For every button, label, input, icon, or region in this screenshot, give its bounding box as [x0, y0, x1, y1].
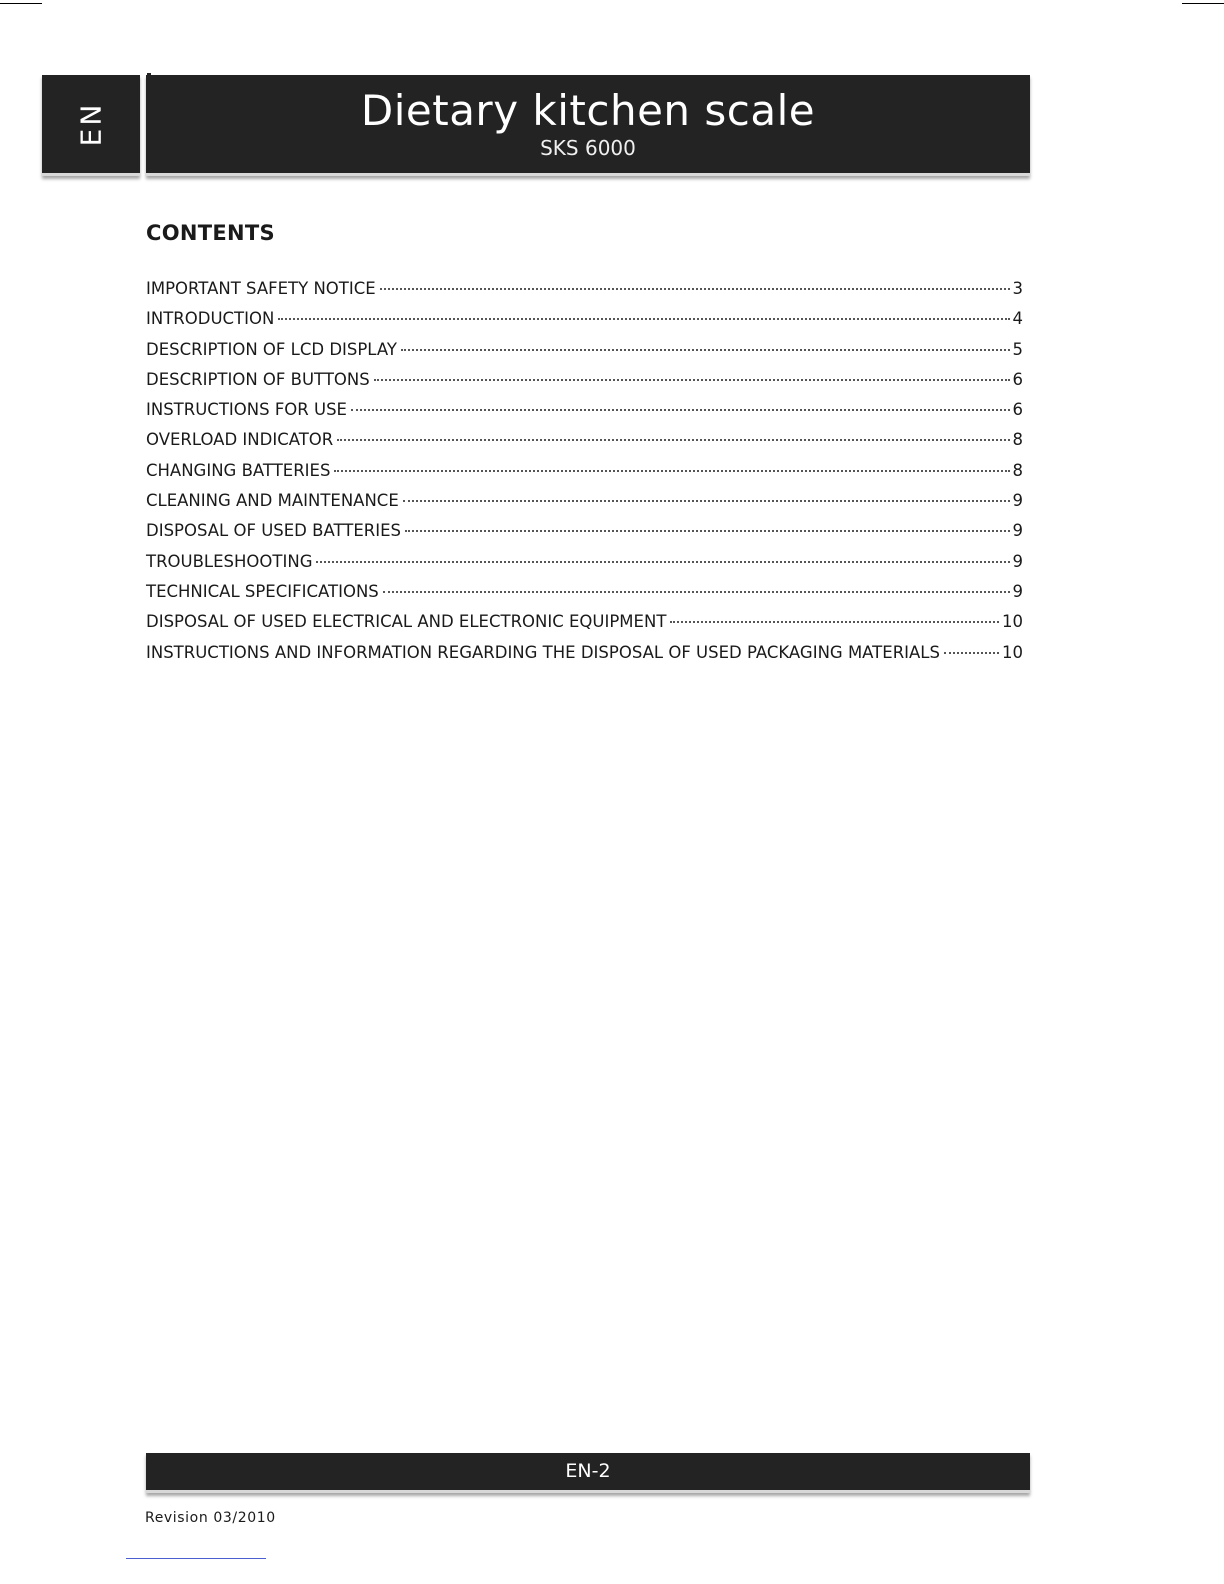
toc-entry[interactable] [146, 276, 1023, 306]
toc-entry-title: DESCRIPTION OF LCD DISPLAY [146, 339, 397, 359]
toc-entry-title: IMPORTANT SAFETY NOTICE [146, 279, 376, 298]
toc-entry[interactable] [146, 337, 1023, 367]
toc-entry[interactable] [146, 579, 1023, 609]
toc-entry[interactable] [146, 306, 1023, 336]
toc-entry-page: 9 [1012, 581, 1023, 601]
toc-entry[interactable] [146, 397, 1023, 427]
dot-leader [405, 530, 1010, 532]
page-number: EN-2 [565, 1460, 611, 1482]
toc-entry[interactable] [146, 488, 1023, 518]
bottom-rule [126, 1558, 266, 1559]
table-of-contents [146, 276, 1023, 670]
dot-leader [383, 591, 1010, 593]
dot-leader [278, 318, 1009, 320]
language-tab [42, 75, 140, 176]
toc-entry-page: 9 [1012, 521, 1023, 541]
dot-leader [944, 652, 999, 654]
toc-entry-page: 8 [1012, 430, 1023, 450]
revision-note: Revision 03/2010 [145, 1510, 276, 1526]
toc-entry-title: TECHNICAL SPECIFICATIONS [146, 581, 379, 601]
toc-entry[interactable] [146, 518, 1023, 548]
toc-entry-page: 6 [1012, 400, 1023, 420]
footer-bar [146, 1453, 1030, 1493]
toc-entry-title: DESCRIPTION OF BUTTONS [146, 369, 370, 389]
toc-entry-page: 8 [1012, 460, 1023, 480]
dot-leader [374, 379, 1010, 381]
toc-entry[interactable] [146, 367, 1023, 397]
toc-entry-title: INTRODUCTION [146, 309, 275, 329]
toc-entry-title: OVERLOAD INDICATOR [146, 430, 334, 450]
toc-entry-page: 5 [1012, 339, 1023, 359]
dot-leader [351, 409, 1010, 411]
toc-entry-title: TROUBLESHOOTING [146, 551, 313, 571]
dot-leader [334, 470, 1009, 472]
dot-leader [380, 288, 1010, 290]
toc-entry-page: 10 [1002, 612, 1023, 632]
dot-leader [670, 621, 999, 623]
language-label: EN [74, 101, 108, 147]
dot-leader [403, 500, 1010, 502]
toc-entry-title: INSTRUCTIONS FOR USE [146, 400, 347, 420]
toc-entry[interactable] [146, 458, 1023, 488]
document-title: Dietary kitchen scale [360, 86, 816, 135]
toc-entry[interactable] [146, 549, 1023, 579]
toc-entry-page: 4 [1012, 309, 1023, 329]
toc-entry-page: 3 [1012, 279, 1023, 298]
toc-entry-page: 6 [1012, 369, 1023, 389]
header-bar [146, 75, 1030, 176]
toc-entry-title: CLEANING AND MAINTENANCE [146, 491, 399, 511]
crop-mark-left [0, 3, 42, 4]
toc-entry-title: DISPOSAL OF USED ELECTRICAL AND ELECTRONIC EQUIPMENT [146, 612, 667, 632]
toc-entry-title: CHANGING BATTERIES [146, 460, 331, 480]
crop-mark-right [1182, 3, 1224, 4]
model-number: SKS 6000 [540, 136, 636, 160]
toc-entry[interactable] [146, 640, 1023, 670]
dot-leader [401, 349, 1010, 351]
toc-entry[interactable] [146, 609, 1023, 639]
contents-heading: CONTENTS [146, 221, 275, 245]
dot-leader [316, 561, 1009, 563]
toc-entry-page: 9 [1012, 551, 1023, 571]
toc-entry-title: INSTRUCTIONS AND INFORMATION REGARDING THE DISPOSAL OF USED PACKAGING MATERIALS [146, 642, 940, 662]
dot-leader [337, 439, 1009, 441]
toc-entry-title: DISPOSAL OF USED BATTERIES [146, 521, 401, 541]
toc-entry-page: 9 [1012, 491, 1023, 511]
toc-entry[interactable] [146, 427, 1023, 457]
toc-entry-page: 10 [1002, 642, 1023, 662]
